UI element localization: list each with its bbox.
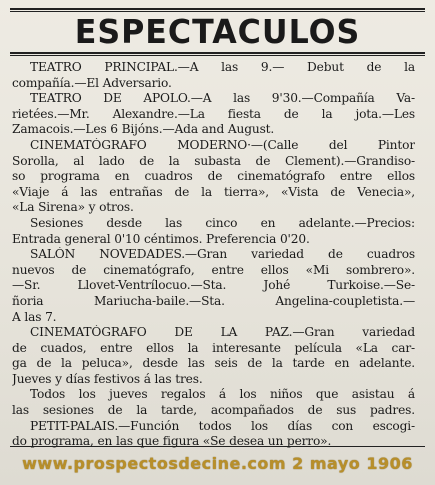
- title-rule-thin: [10, 55, 425, 56]
- listing-line: ñoria Mariucha-baile.—Sta. Angelina-coupletista.—: [12, 293, 415, 308]
- listing-line: «Viaje á las entrañas de la tierra», «Vista de Venecia»,: [12, 184, 415, 199]
- listing-line: Sesiones desde las cinco en adelante.—Precios:: [30, 215, 415, 230]
- listing-line: ga de la peluca», desde las seis de la tarde en adelante.: [12, 356, 415, 371]
- listing-line: —Sr. Llovet-Ventrílocuo.—Sta. Johé Turkoise.—Se-: [12, 278, 415, 293]
- bottom-rule: [10, 446, 425, 447]
- listing-line: Jueves y días festivos á las tres.: [12, 371, 203, 386]
- listing-line: so programa en cuadros de cinematógrafo entre ellos: [12, 169, 415, 184]
- listing-line: TEATRO PRINCIPAL.—A las 9.— Debut de la: [30, 60, 415, 74]
- listing-line: «La Sirena» y otros.: [12, 200, 134, 215]
- listing-line: rietées.—Mr. Alexandre.—La fiesta de la jota.—Les: [12, 106, 415, 121]
- listing-line: A las 7.: [12, 309, 57, 324]
- listing-line: compañía.—El Adversario.: [12, 75, 172, 90]
- listings-body: [12, 60, 415, 450]
- listing-line: Zamacois.—Les 6 Bijóns.—Ada and August.: [12, 122, 275, 137]
- listing-line: CINEMATÓGRAFO MODERNO·—(Calle del Pintor: [30, 137, 415, 152]
- title-rule: [10, 52, 425, 54]
- watermark-footer: www.prospectosdecine.com 2 mayo 1906: [22, 454, 413, 473]
- listing-line: Todos los jueves regalos á los niños que asistau á: [30, 387, 415, 402]
- listing-line: PETIT-PALAIS.—Función todos los días con escogi-: [30, 418, 415, 433]
- listing-line: de cuados, entre ellos la interesante película «La car-: [12, 340, 415, 355]
- section-title: ESPECTACULOS: [74, 12, 361, 51]
- listing-line: las sesiones de la tarde, acompañados de sus padres.: [12, 403, 415, 418]
- listing-line: SALÓN NOVEDADES.—Gran variedad de cuadros: [30, 247, 415, 262]
- listing-line: Entrada general 0'10 céntimos. Preferencia 0'20.: [12, 231, 310, 246]
- listing-line: Sorolla, al lado de la subasta de Clement).—Grandiso-: [12, 153, 415, 168]
- listing-line: nuevos de cinematógrafo, entre ellos «Mi sombrero».: [12, 262, 415, 277]
- listing-line: do programa, en las que figura «Se desea un perro».: [12, 434, 332, 449]
- listing-line: CINEMATÓGRAFO DE LA PAZ.—Gran variedad: [30, 325, 415, 340]
- listing-line: TEATRO DE APOLO.—A las 9'30.—Compañía Va-: [30, 91, 415, 106]
- top-rule: [10, 8, 425, 10]
